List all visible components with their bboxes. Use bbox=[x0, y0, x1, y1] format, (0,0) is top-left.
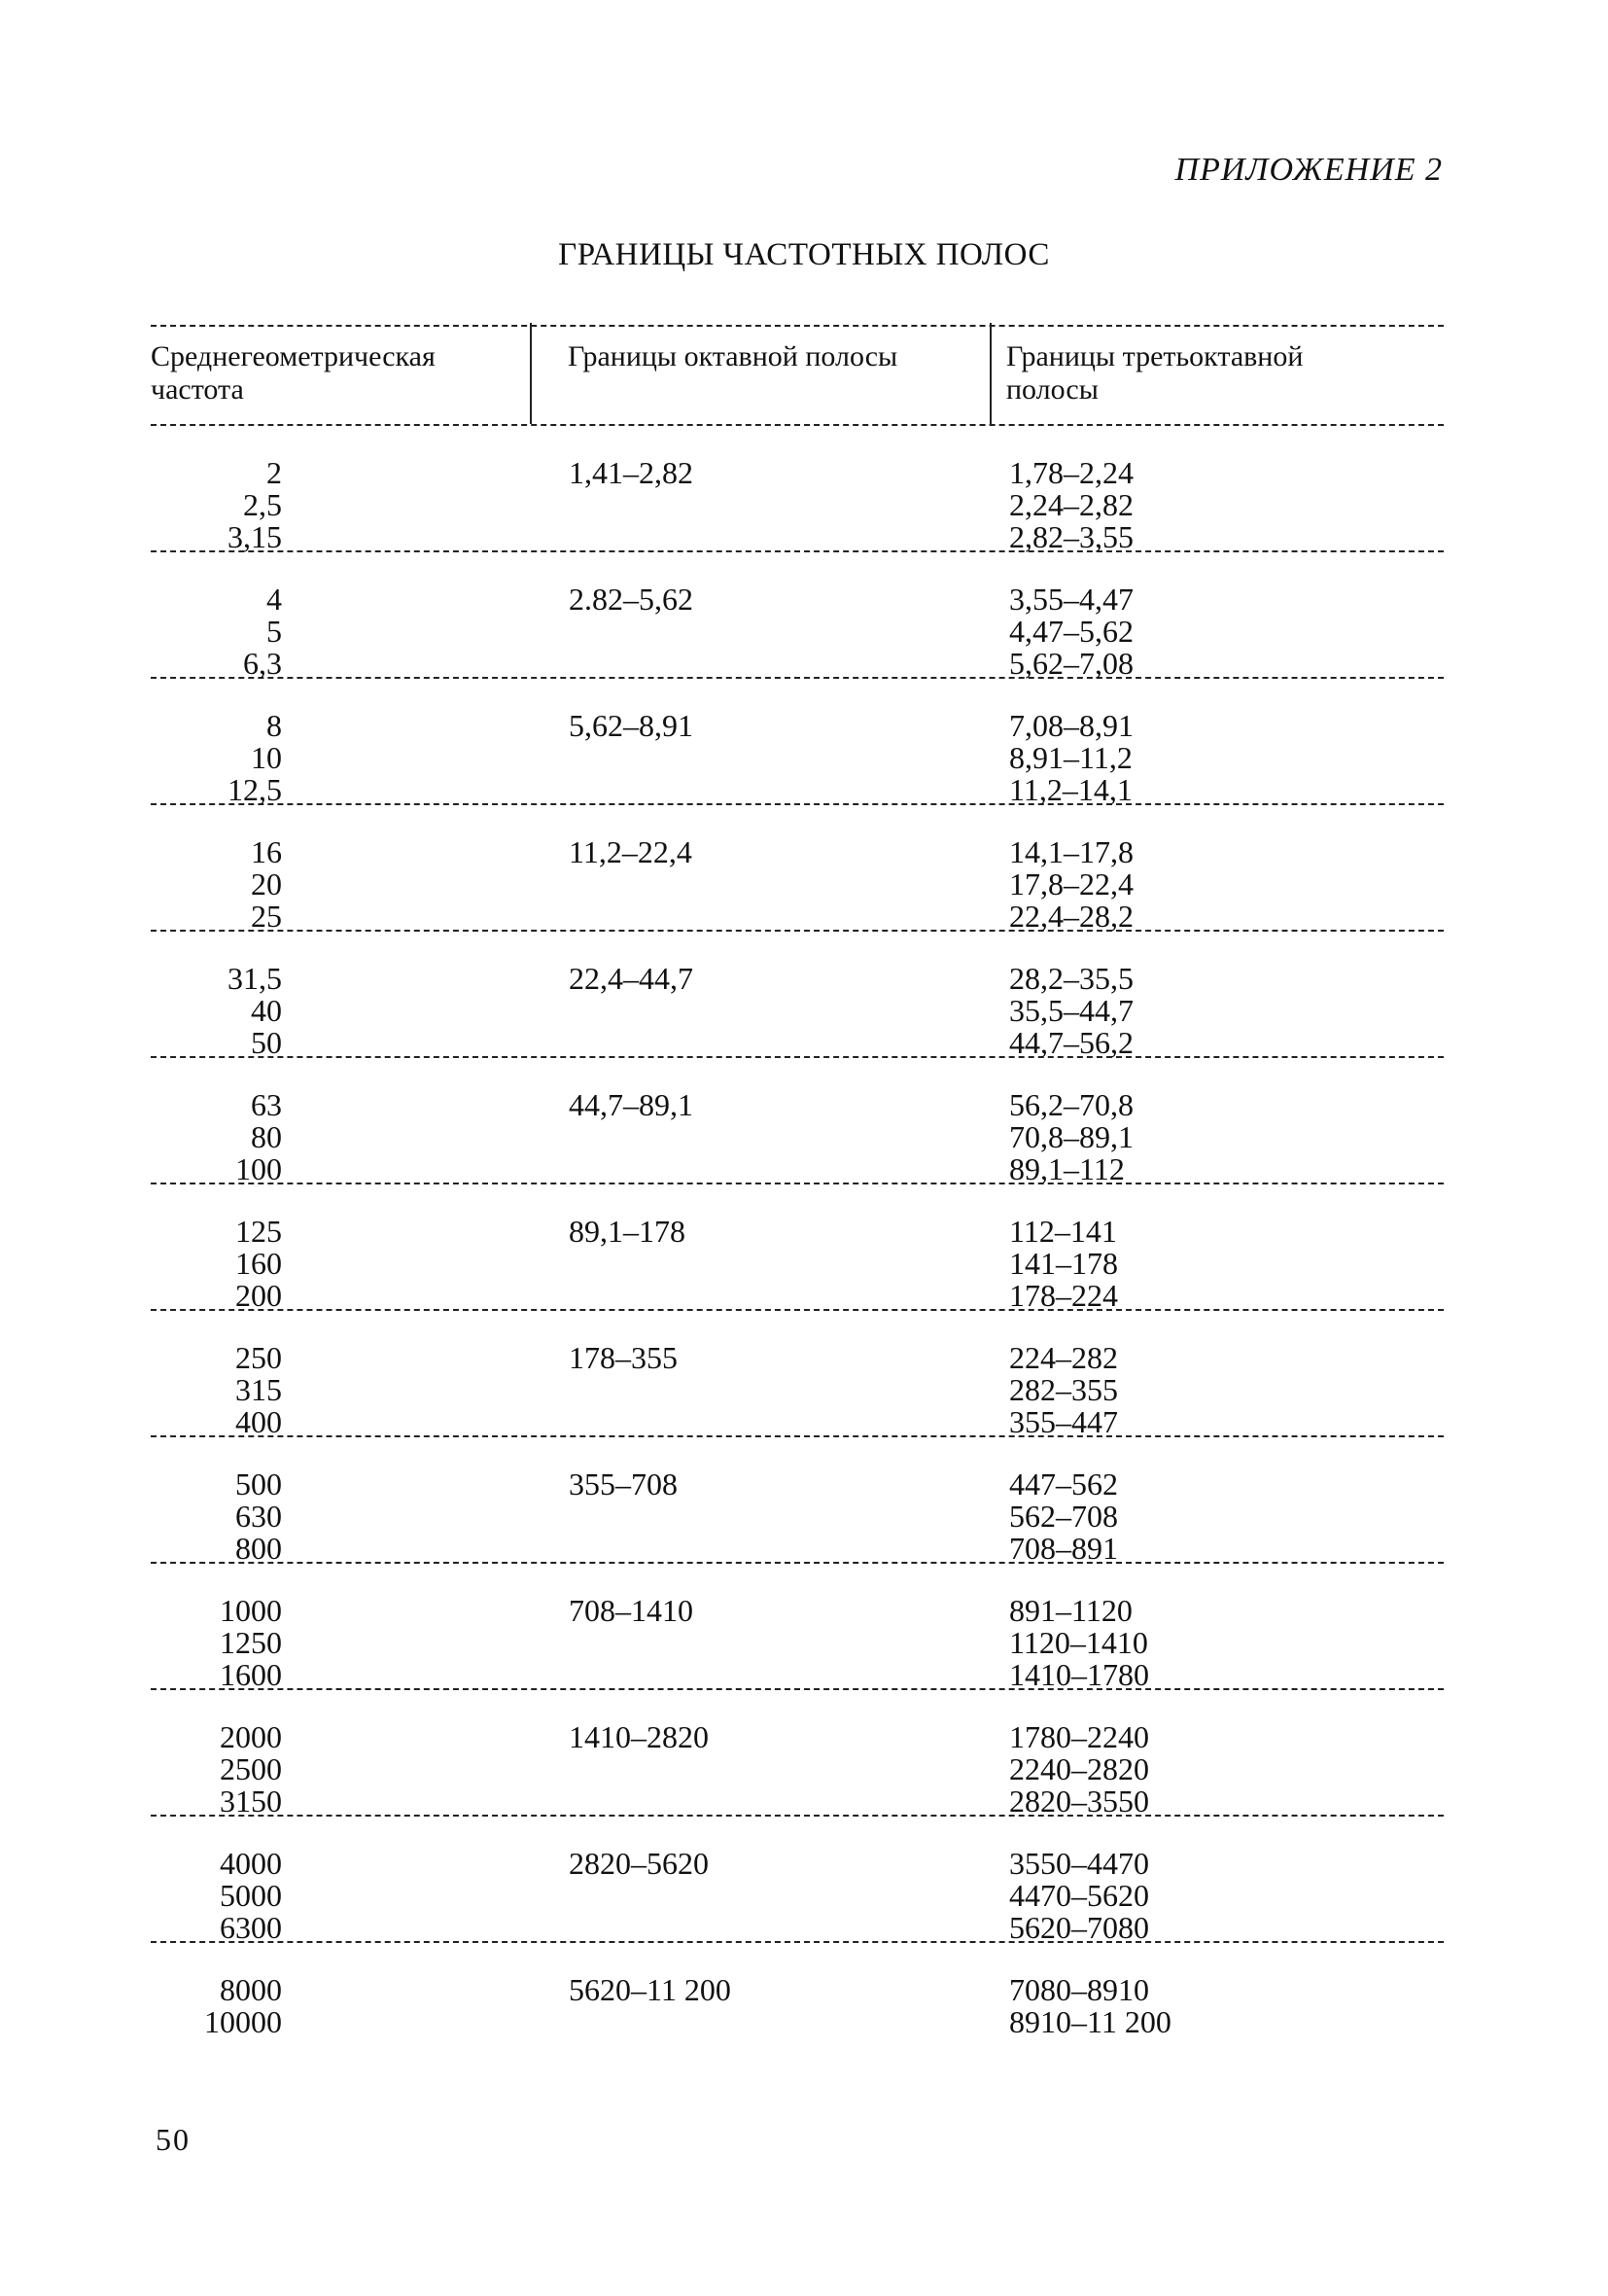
header-mean-frequency: Среднегеометрическая частота bbox=[151, 340, 436, 406]
band-group bbox=[151, 426, 1444, 554]
third-octave-value: 70,8–89,1 bbox=[1009, 1119, 1134, 1154]
third-octave-cells bbox=[1009, 963, 1134, 1059]
third-octave-value: 8,91–11,2 bbox=[1009, 740, 1133, 775]
mean-frequency-value: 400 bbox=[235, 1404, 282, 1439]
mean-frequency-cells bbox=[151, 710, 282, 806]
band-group bbox=[151, 1184, 1444, 1313]
mean-frequency-value: 2500 bbox=[220, 1751, 282, 1786]
third-octave-cells bbox=[1009, 1342, 1118, 1438]
third-octave-value: 2240–2820 bbox=[1009, 1751, 1149, 1786]
mean-frequency-value: 12,5 bbox=[227, 772, 282, 807]
mean-frequency-cells bbox=[151, 1089, 282, 1185]
mean-frequency-value: 200 bbox=[235, 1278, 282, 1313]
third-octave-value: 4,47–5,62 bbox=[1009, 614, 1134, 649]
third-octave-value: 708–891 bbox=[1009, 1531, 1118, 1566]
mean-frequency-cells bbox=[151, 836, 282, 933]
octave-band-value: 89,1–178 bbox=[569, 1214, 685, 1249]
mean-frequency-value: 10 bbox=[251, 740, 282, 775]
third-octave-value: 4470–5620 bbox=[1009, 1878, 1149, 1913]
third-octave-value: 5,62–7,08 bbox=[1009, 646, 1134, 681]
mean-frequency-cells bbox=[151, 1595, 282, 1691]
third-octave-value: 5620–7080 bbox=[1009, 1910, 1149, 1945]
mean-frequency-value: 4000 bbox=[220, 1846, 282, 1881]
third-octave-value: 14,1–17,8 bbox=[1009, 834, 1134, 869]
mean-frequency-value: 1000 bbox=[220, 1593, 282, 1628]
third-octave-cells bbox=[1009, 583, 1134, 680]
octave-band-value: 22,4–44,7 bbox=[569, 961, 693, 996]
third-octave-value: 89,1–112 bbox=[1009, 1151, 1125, 1186]
header-divider bbox=[530, 323, 532, 424]
mean-frequency-value: 160 bbox=[235, 1246, 282, 1281]
mean-frequency-value: 10000 bbox=[204, 2004, 282, 2039]
mean-frequency-cells bbox=[151, 963, 282, 1059]
third-octave-value: 22,4–28,2 bbox=[1009, 899, 1134, 934]
octave-band-value: 11,2–22,4 bbox=[569, 834, 692, 869]
mean-frequency-value: 125 bbox=[235, 1214, 282, 1249]
mean-frequency-value: 3150 bbox=[220, 1784, 282, 1819]
third-octave-value: 2820–3550 bbox=[1009, 1784, 1149, 1819]
mean-frequency-cells bbox=[151, 457, 282, 553]
third-octave-value: 2,24–2,82 bbox=[1009, 487, 1134, 522]
third-octave-value: 44,7–56,2 bbox=[1009, 1025, 1134, 1060]
page-number: 50 bbox=[156, 2122, 191, 2157]
mean-frequency-value: 40 bbox=[251, 993, 282, 1028]
third-octave-value: 141–178 bbox=[1009, 1246, 1118, 1281]
band-group bbox=[151, 1943, 1444, 2050]
mean-frequency-value: 100 bbox=[235, 1151, 282, 1186]
mean-frequency-value: 16 bbox=[251, 834, 282, 869]
mean-frequency-value: 6,3 bbox=[243, 646, 282, 681]
band-group bbox=[151, 552, 1444, 681]
mean-frequency-value: 4 bbox=[266, 582, 282, 617]
mean-frequency-value: 8 bbox=[266, 708, 282, 743]
third-octave-value: 7,08–8,91 bbox=[1009, 708, 1134, 743]
band-group bbox=[151, 1817, 1444, 1945]
mean-frequency-value: 250 bbox=[235, 1340, 282, 1375]
third-octave-cells bbox=[1009, 1216, 1118, 1312]
band-group bbox=[151, 1058, 1444, 1186]
mean-frequency-value: 8000 bbox=[220, 1972, 282, 2007]
third-octave-value: 3550–4470 bbox=[1009, 1846, 1149, 1881]
third-octave-value: 1410–1780 bbox=[1009, 1657, 1149, 1692]
third-octave-value: 7080–8910 bbox=[1009, 1972, 1149, 2007]
third-octave-cells bbox=[1009, 1974, 1171, 2038]
third-octave-value: 224–282 bbox=[1009, 1340, 1118, 1375]
mean-frequency-value: 2 bbox=[266, 455, 282, 490]
appendix-label: ПРИЛОЖЕНИЕ 2 bbox=[1174, 152, 1443, 188]
header-third-octave-band: Границы третьоктавной полосы bbox=[1006, 340, 1304, 406]
octave-band-value: 178–355 bbox=[569, 1340, 678, 1375]
band-group bbox=[151, 805, 1444, 934]
mean-frequency-value: 5000 bbox=[220, 1878, 282, 1913]
mean-frequency-value: 315 bbox=[235, 1372, 282, 1407]
band-group bbox=[151, 1437, 1444, 1566]
band-group bbox=[151, 1564, 1444, 1692]
table-header bbox=[151, 327, 1444, 424]
octave-band-value: 44,7–89,1 bbox=[569, 1087, 693, 1122]
mean-frequency-value: 80 bbox=[251, 1119, 282, 1154]
mean-frequency-value: 3,15 bbox=[227, 519, 282, 554]
third-octave-cells bbox=[1009, 836, 1134, 933]
mean-frequency-cells bbox=[151, 1342, 282, 1438]
mean-frequency-value: 630 bbox=[235, 1499, 282, 1534]
octave-band-value: 5620–11 200 bbox=[569, 1972, 731, 2007]
band-group bbox=[151, 1690, 1444, 1819]
band-group bbox=[151, 1311, 1444, 1439]
third-octave-value: 891–1120 bbox=[1009, 1593, 1133, 1628]
third-octave-value: 355–447 bbox=[1009, 1404, 1118, 1439]
third-octave-value: 1780–2240 bbox=[1009, 1719, 1149, 1754]
third-octave-value: 562–708 bbox=[1009, 1499, 1118, 1534]
mean-frequency-cells bbox=[151, 1216, 282, 1312]
mean-frequency-cells bbox=[151, 1721, 282, 1818]
third-octave-value: 17,8–22,4 bbox=[1009, 866, 1134, 901]
third-octave-cells bbox=[1009, 1468, 1118, 1565]
third-octave-value: 3,55–4,47 bbox=[1009, 582, 1134, 617]
third-octave-value: 447–562 bbox=[1009, 1466, 1118, 1501]
table-body bbox=[151, 426, 1444, 2050]
band-group bbox=[151, 932, 1444, 1060]
octave-band-value: 1,41–2,82 bbox=[569, 455, 693, 490]
mean-frequency-value: 6300 bbox=[220, 1910, 282, 1945]
octave-band-value: 2.82–5,62 bbox=[569, 582, 693, 617]
third-octave-cells bbox=[1009, 1089, 1134, 1185]
third-octave-value: 112–141 bbox=[1009, 1214, 1117, 1249]
octave-band-value: 1410–2820 bbox=[569, 1719, 709, 1754]
third-octave-cells bbox=[1009, 1848, 1149, 1944]
mean-frequency-value: 25 bbox=[251, 899, 282, 934]
third-octave-cells bbox=[1009, 1595, 1149, 1691]
third-octave-value: 178–224 bbox=[1009, 1278, 1118, 1313]
mean-frequency-value: 20 bbox=[251, 866, 282, 901]
frequency-bands-table bbox=[151, 325, 1444, 2050]
band-group bbox=[151, 679, 1444, 807]
third-octave-value: 28,2–35,5 bbox=[1009, 961, 1134, 996]
mean-frequency-cells bbox=[151, 1848, 282, 1944]
mean-frequency-cells bbox=[151, 583, 282, 680]
page-title: ГРАНИЦЫ ЧАСТОТНЫХ ПОЛОС bbox=[558, 237, 1050, 272]
mean-frequency-value: 5 bbox=[266, 614, 282, 649]
mean-frequency-value: 1600 bbox=[220, 1657, 282, 1692]
third-octave-value: 35,5–44,7 bbox=[1009, 993, 1134, 1028]
third-octave-value: 8910–11 200 bbox=[1009, 2004, 1171, 2039]
octave-band-value: 355–708 bbox=[569, 1466, 678, 1501]
mean-frequency-value: 2,5 bbox=[243, 487, 282, 522]
mean-frequency-value: 500 bbox=[235, 1466, 282, 1501]
mean-frequency-value: 800 bbox=[235, 1531, 282, 1566]
mean-frequency-value: 31,5 bbox=[227, 961, 282, 996]
header-octave-band: Границы октавной полосы bbox=[568, 340, 898, 372]
third-octave-cells bbox=[1009, 457, 1134, 553]
third-octave-value: 1,78–2,24 bbox=[1009, 455, 1134, 490]
third-octave-value: 11,2–14,1 bbox=[1009, 772, 1133, 807]
mean-frequency-cells bbox=[151, 1974, 282, 2038]
header-divider bbox=[990, 323, 992, 424]
mean-frequency-value: 50 bbox=[251, 1025, 282, 1060]
third-octave-cells bbox=[1009, 1721, 1149, 1818]
octave-band-value: 708–1410 bbox=[569, 1593, 693, 1628]
third-octave-value: 56,2–70,8 bbox=[1009, 1087, 1134, 1122]
mean-frequency-value: 2000 bbox=[220, 1719, 282, 1754]
mean-frequency-cells bbox=[151, 1468, 282, 1565]
third-octave-value: 2,82–3,55 bbox=[1009, 519, 1134, 554]
octave-band-value: 2820–5620 bbox=[569, 1846, 709, 1881]
third-octave-value: 282–355 bbox=[1009, 1372, 1118, 1407]
third-octave-cells bbox=[1009, 710, 1134, 806]
octave-band-value: 5,62–8,91 bbox=[569, 708, 693, 743]
mean-frequency-value: 1250 bbox=[220, 1625, 282, 1660]
third-octave-value: 1120–1410 bbox=[1009, 1625, 1148, 1660]
mean-frequency-value: 63 bbox=[251, 1087, 282, 1122]
